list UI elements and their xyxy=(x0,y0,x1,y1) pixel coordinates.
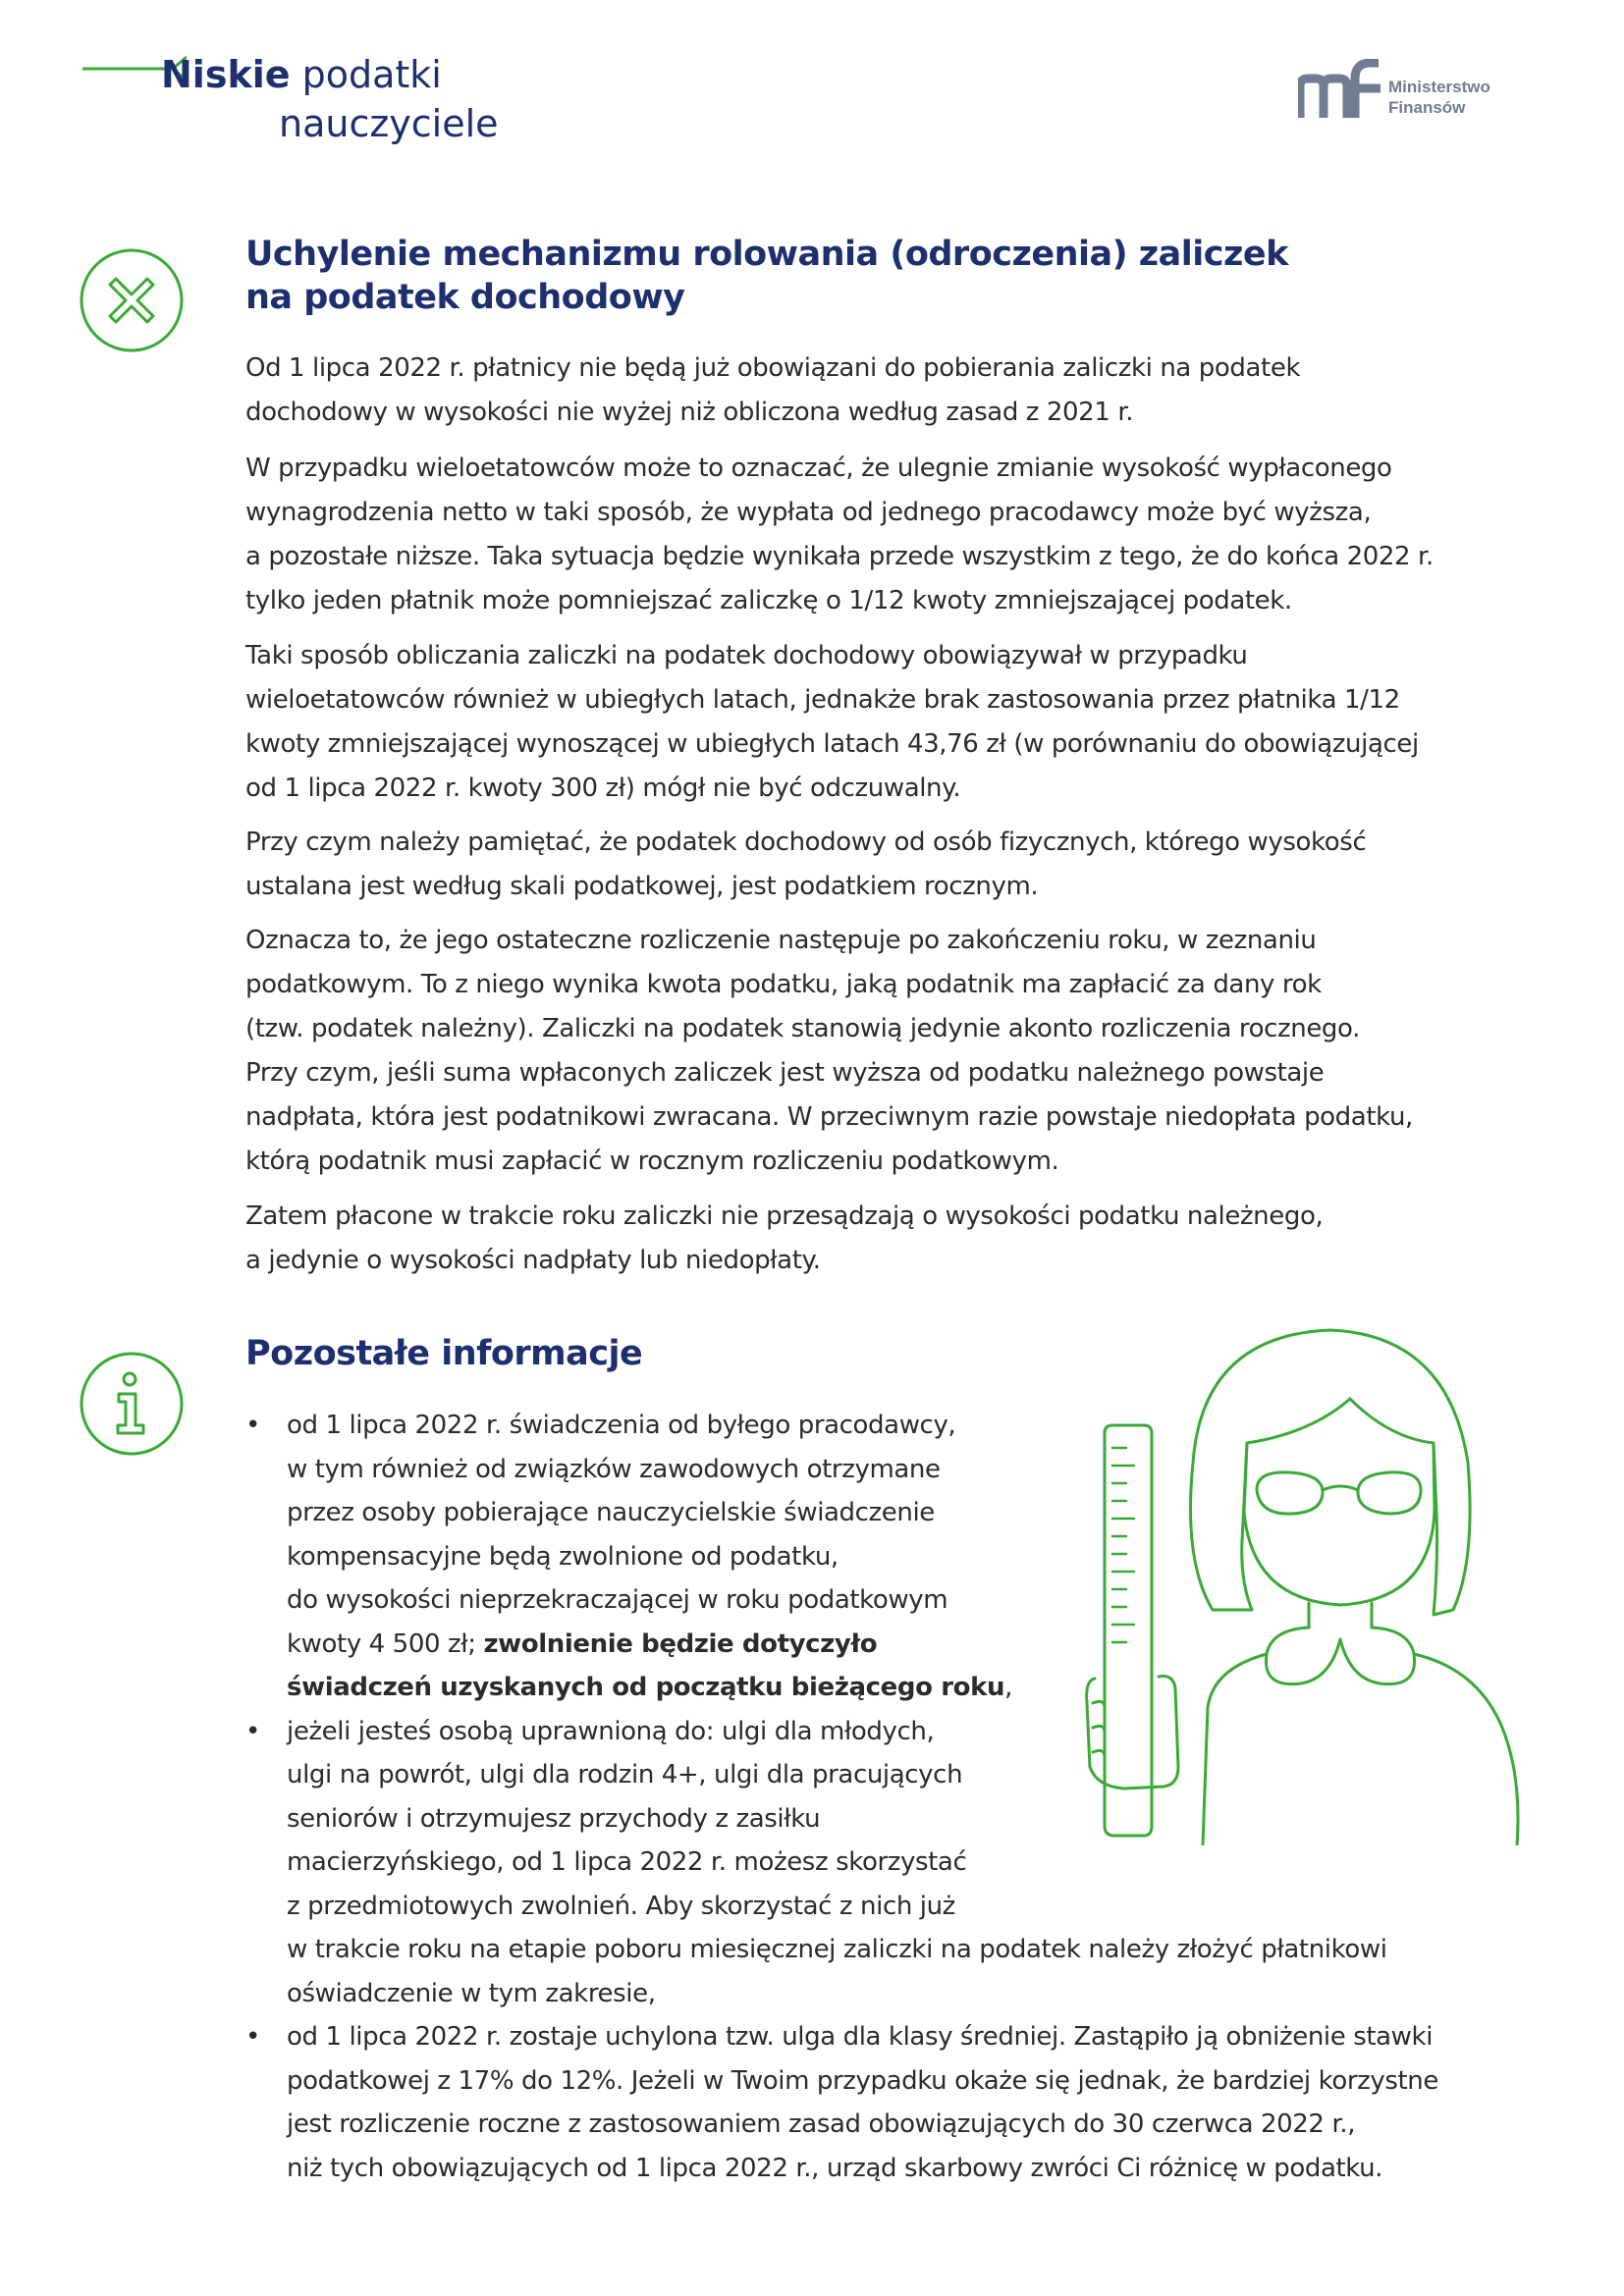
ministry-logo xyxy=(1298,59,1553,128)
paragraph-3: Taki sposób obliczania zaliczki na podatek dochodowy obowiązywał w przypadku wieloetatowców również w ubiegłych latach, jednakże brak zastosowania przez płatnika 1/12 kwoty zmniejszającej wynoszącej w ubiegłych latach 43,76 zł (w porównaniu do obowiązującej od 1 lipca 2022 r. kwoty 300 zł) mógł nie być odczuwalny. xyxy=(245,641,1419,803)
paragraph-5: Oznacza to, że jego ostateczne rozliczenie następuje po zakończeniu roku, w zeznaniu podatkowym. To z niego wynika kwota podatku, jaką podatnik ma zapłacić za dany rok (tzw. podatek należny). Zaliczki na podatek stanowią jedynie akonto rozliczenia rocznego. Przy czym, jeśli suma wpłaconych zaliczek jest wyższa od podatku należnego powstaje nadpłata, która jest podatnikowi zwracana. W przeciwnym razie powstaje niedopłata podatku, którą podatnik musi zapłacić w rocznym rozliczeniu podatkowym. xyxy=(245,926,1413,1176)
info-circle-icon xyxy=(77,1349,187,1459)
paragraph-6: Zatem płacone w trakcie roku zaliczki nie przesądzają o wysokości podatku należnego, a jedynie o wysokości nadpłaty lub niedopłaty. xyxy=(245,1201,1324,1275)
info-bullet-list xyxy=(245,1404,1542,2190)
paragraph-2: W przypadku wieloetatowców może to oznaczać, że ulegnie zmianie wysokość wypłaconego wynagrodzenia netto w taki sposób, że wypłata od jednego pracodawcy może być wyższa, a pozostałe niższe. Taka sytuacja będzie wynikała przede wszystkim z tego, że do końca 2022 r. tylko jeden płatnik może pomniejszać zaliczkę o 1/12 kwoty zmniejszającej podatek. xyxy=(245,454,1434,615)
brand-logo xyxy=(79,53,499,151)
x-circle-icon xyxy=(77,245,187,355)
mf-emblem-icon xyxy=(1298,59,1384,128)
paragraph-4: Przy czym należy pamiętać, że podatek dochodowy od osób fizycznych, którego wysokość ustalana jest według skali podatkowej, jest podatkiem rocznym. xyxy=(245,828,1367,901)
section1-title: Uchylenie mechanizmu rolowania (odroczenia) zaliczek na podatek dochodowy xyxy=(245,235,1288,317)
bullet-item-3: • od 1 lipca 2022 r. zostaje uchylona tzw. ulga dla klasy średniej. Zastąpiło ją obniżenie stawki podatkowej z 17% do 12%. Jeżeli w Twoim przypadku okaże się jednak, że bardziej korzystne jest rozliczenie roczne z zastosowaniem zasad obowiązujących do 30 czerwca 2022 r., niż tych obowiązujących od 1 lipca 2022 r., urząd skarbowy zwróci Ci różnicę w podatku. xyxy=(245,2015,1542,2190)
section2-title: Pozostałe informacje xyxy=(245,1334,643,1373)
paragraph-1: Od 1 lipca 2022 r. płatnicy nie będą już obowiązani do pobierania zaliczki na podatek dochodowy w wysokości nie wyżej niż obliczona według zasad z 2021 r. xyxy=(245,353,1301,427)
brand-name-line2: nauczyciele xyxy=(279,102,499,145)
bullet-item-2: • jeżeli jesteś osobą uprawnioną do: ulgi dla młodych, ulgi na powrót, ulgi dla rodzin 4+, ulgi dla pracujących seniorów i otrzymujesz przychody z zasiłku macierzyńskiego, od 1 lipca 2022 r. możesz skorzystać z przedmiotowych zwolnień. Aby skorzystać z nich już w trakcie roku na etapie poboru miesięcznej zaliczki na podatek należy złożyć płatnikowi oświadczenie w tym zakresie, xyxy=(245,1710,1542,2016)
brand-name-line1: Niskie podatki xyxy=(161,53,442,96)
ministry-name: Ministerstwo Finansów xyxy=(1388,78,1490,117)
bullet-item-1: • od 1 lipca 2022 r. świadczenia od byłego pracodawcy, w tym również od związków zawodowych otrzymane przez osoby pobierające nauczycielskie świadczenie kompensacyjne będą zwolnione od podatku, do wysokości nieprzekraczającej w roku podatkowym kwoty 4 500 zł; zwolnienie będzie dotyczyło świadczeń uzyskanych od początku bieżącego roku, xyxy=(245,1404,1542,1710)
